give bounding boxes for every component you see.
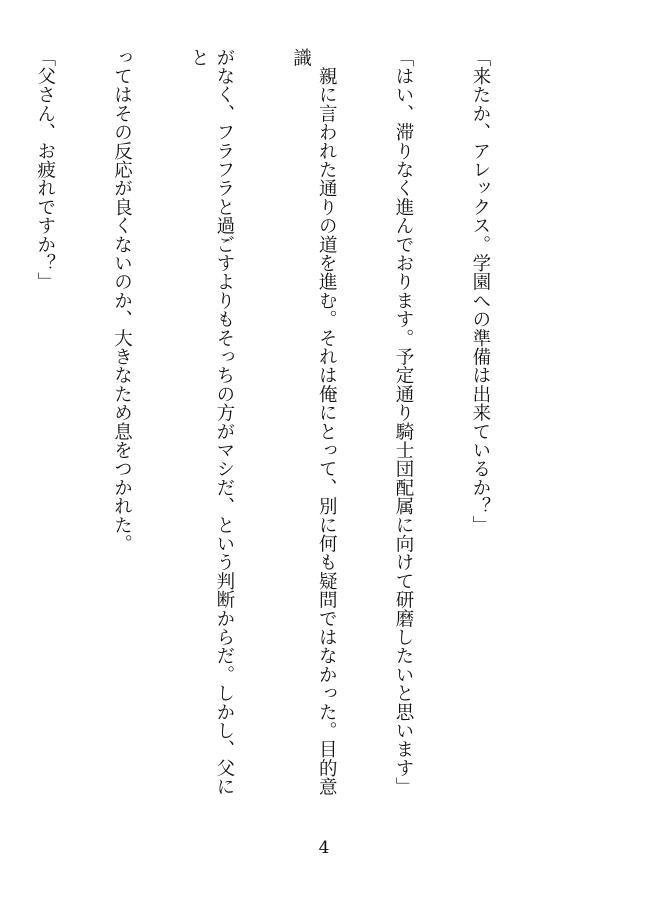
text-line: 「はい、滞りなく進んでおります。予定通り騎士団配属に向けて研磨したいと思います」 bbox=[393, 48, 415, 796]
text-line: 「父さん、お疲れですか？」 bbox=[34, 48, 56, 292]
text-line: がなく、フラフラと過ごすよりもそっちの方がマシだ、という判断からだ。しかし、父にと bbox=[188, 48, 235, 796]
text-line: 親に言われた通りの道を進む。それは俺にとって、別に何も疑問ではなかった。目的意識 bbox=[290, 48, 338, 796]
vertical-text-block bbox=[34, 48, 544, 798]
page-number: 4 bbox=[318, 838, 330, 858]
text-line: 「来たか、アレックス。学園への準備は出来ているか？」 bbox=[469, 48, 491, 535]
text-line: ってはその反応が良くないのか、大きなため息をつかれた。 bbox=[111, 48, 133, 553]
